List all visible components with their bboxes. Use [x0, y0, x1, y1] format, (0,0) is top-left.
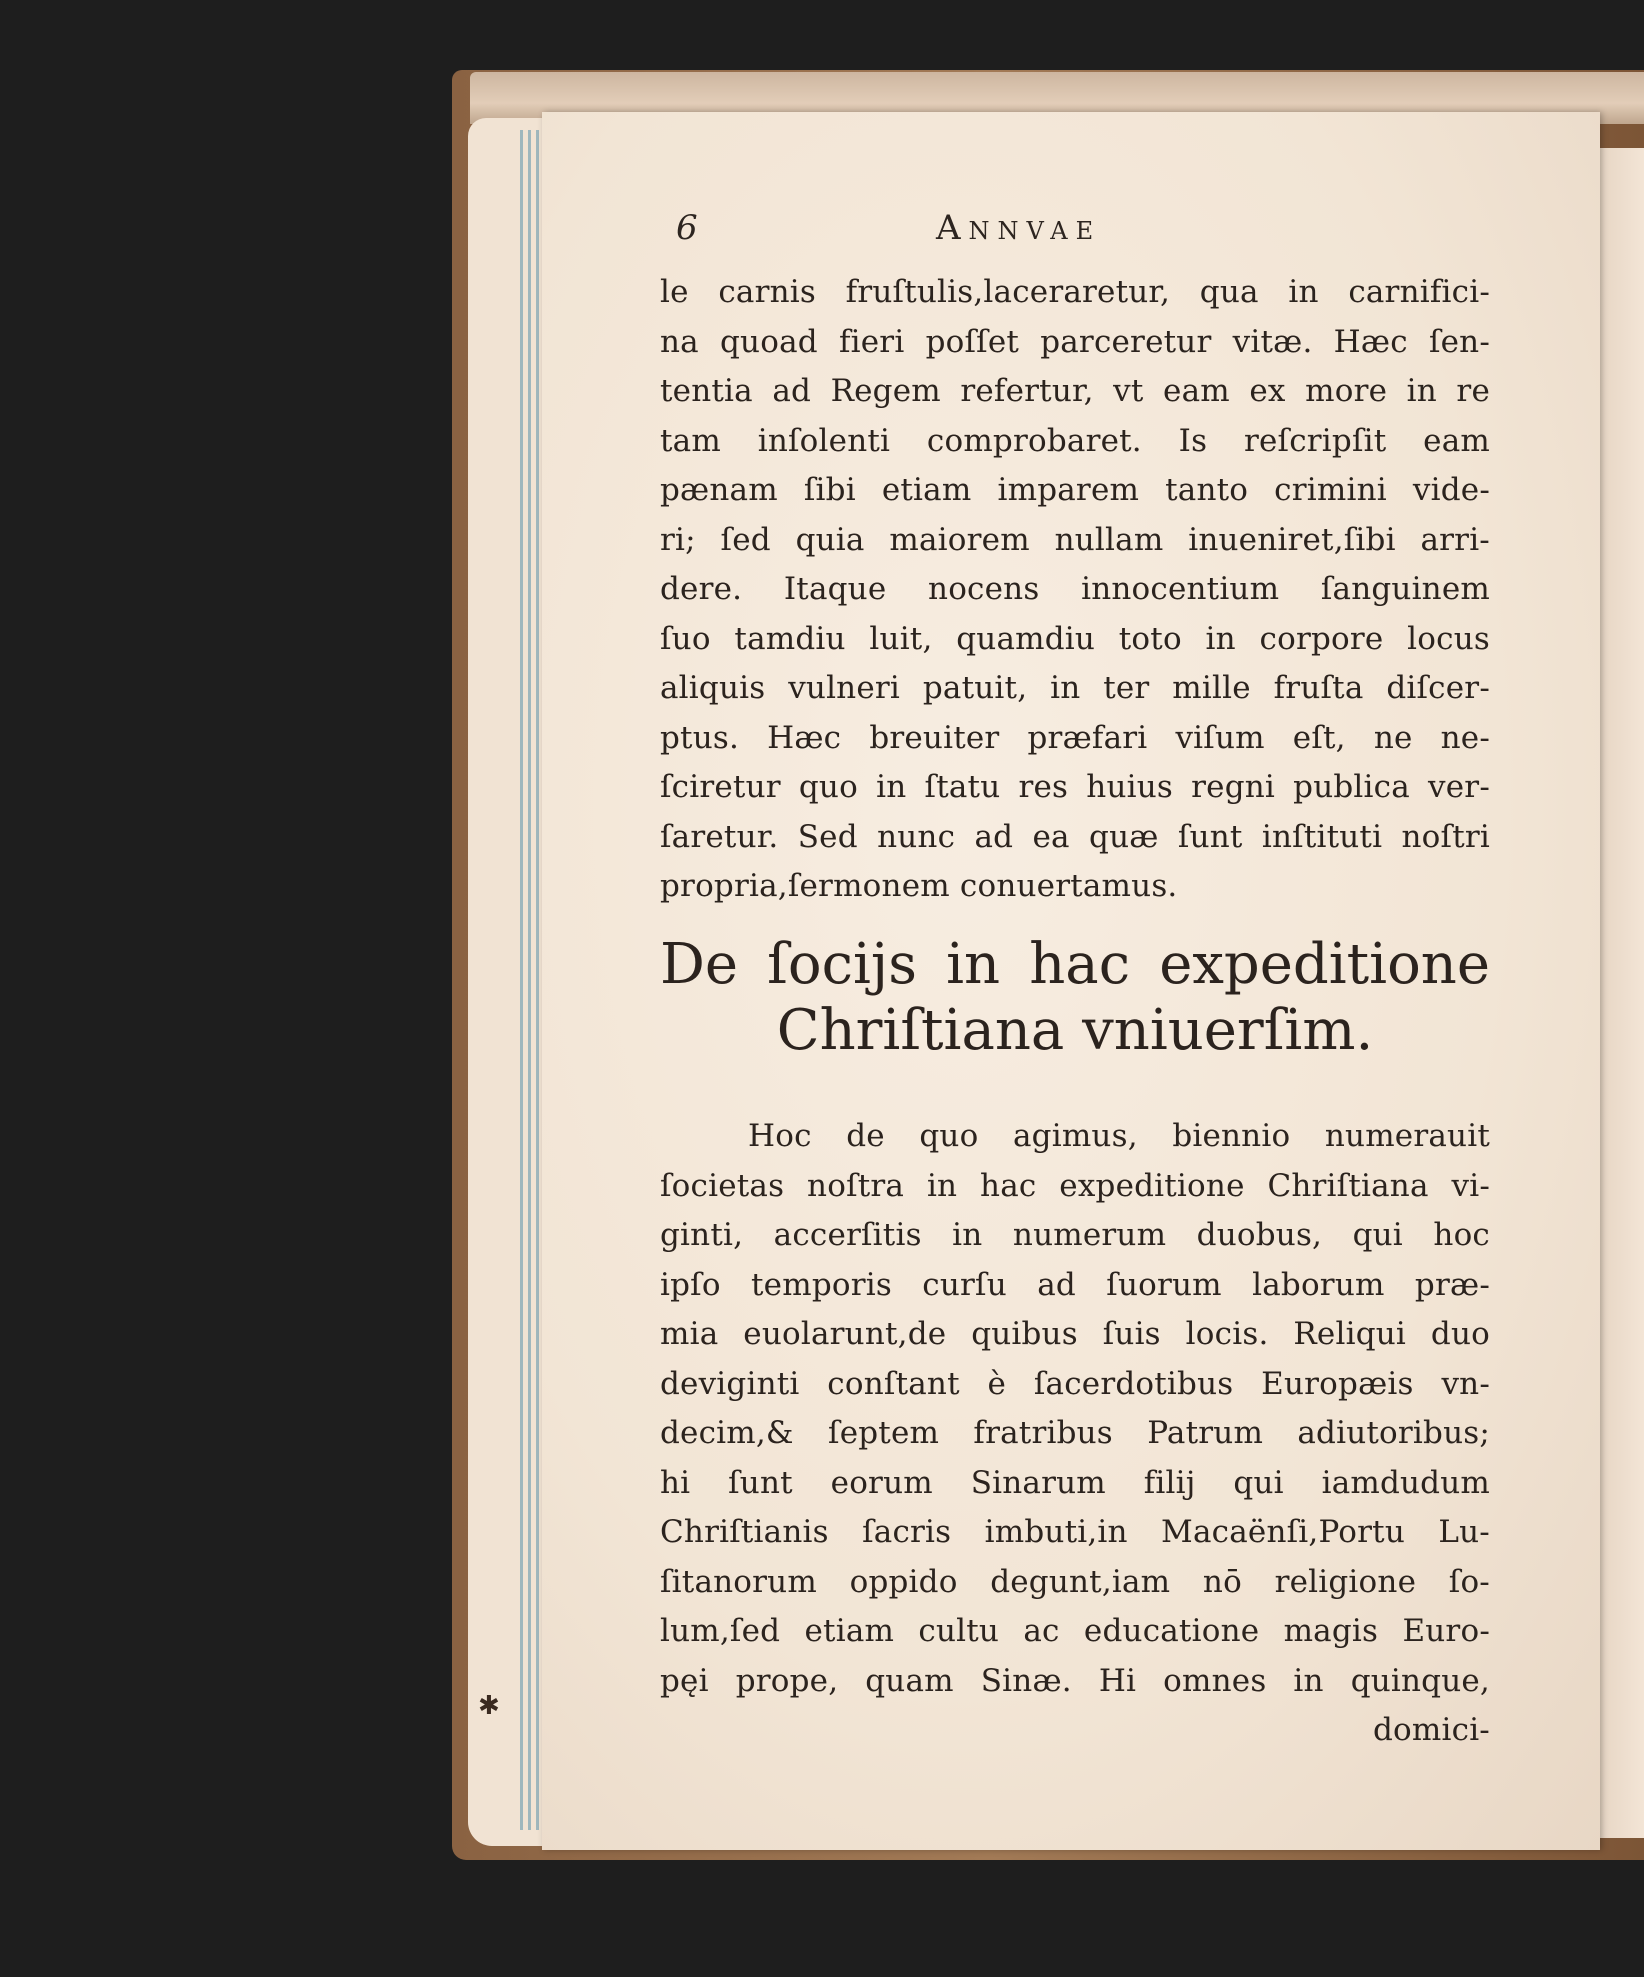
text-line: hi ſunt eorum Sinarum filij qui iamdudum	[660, 1464, 1490, 1501]
text-line: Hoc de quo agimus, biennio numerauit	[748, 1118, 1490, 1154]
text-line: na quoad fieri poſſet parceretur vitæ. Hæc ſen-	[660, 323, 1490, 360]
text-line: pęi prope, quam Sinæ. Hi omnes in quinque,	[660, 1662, 1490, 1699]
text-line: tam inſolenti comprobaret. Is reſcripſit eam	[660, 422, 1490, 459]
catchword: domici-	[1373, 1712, 1490, 1748]
text-line: le carnis fruſtulis,laceraretur, qua in carnifici-	[660, 274, 1490, 310]
heading-line: De ſocijs in hac expeditione	[660, 932, 1490, 997]
text-line: ſitanorum oppido degunt,iam nō religione ſo-	[660, 1563, 1490, 1600]
page-edge-line	[528, 130, 531, 1830]
text-line: Chriſtianis ſacris imbuti,in Macaënſi,Portu Lu-	[660, 1514, 1490, 1550]
running-title: Annvae	[936, 208, 1102, 248]
paragraph-1	[660, 268, 1490, 912]
printers-flower-icon: ✱	[478, 1691, 500, 1721]
paragraph-2	[660, 1112, 1490, 1756]
text-line: mia euolarunt,de quibus ſuis locis. Reliqui duo	[660, 1316, 1490, 1352]
text-line: ginti, accerſitis in numerum duobus, qui hoc	[660, 1217, 1490, 1253]
text-line: ipſo temporis curſu ad ſuorum laborum præ-	[660, 1266, 1490, 1303]
text-line: ſocietas noſtra in hac expeditione Chriſtiana vi-	[660, 1167, 1490, 1204]
text-line: ſuo tamdiu luit, quamdiu toto in corpore locus	[660, 620, 1490, 657]
text-line: tentia ad Regem refertur, vt eam ex more in re	[660, 373, 1490, 409]
text-line: deviginti conſtant è ſacerdotibus Europæis vn-	[660, 1365, 1490, 1402]
text-line: ſaretur. Sed nunc ad ea quæ ſunt inſtituti noſtri	[660, 818, 1490, 855]
section-heading	[660, 932, 1490, 1064]
text-line: lum,ſed etiam cultu ac educatione magis Euro-	[660, 1613, 1490, 1649]
text-line: ptus. Hæc breuiter præfari viſum eſt, ne ne-	[660, 719, 1490, 756]
text-line: ſciretur quo in ſtatu res huius regni publica ver-	[660, 769, 1490, 805]
text-line: pænam ſibi etiam imparem tanto crimini vide-	[660, 472, 1490, 508]
page-edge-line	[520, 130, 523, 1830]
text-line: aliquis vulneri patuit, in ter mille fruſta diſcer-	[660, 670, 1490, 706]
text-line: dere. Itaque nocens innocentium ſanguinem	[660, 571, 1490, 607]
text-line: decim,& ſeptem fratribus Patrum adiutoribus;	[660, 1415, 1490, 1451]
heading-line: Chriſtiana vniuerſim.	[776, 998, 1374, 1063]
page-edge-line	[536, 130, 539, 1830]
text-line: ri; ſed quia maiorem nullam inueniret,ſibi arri-	[660, 521, 1490, 558]
text-line: propria,ſermonem conuertamus.	[660, 868, 1178, 904]
page-number: 6	[676, 208, 698, 248]
